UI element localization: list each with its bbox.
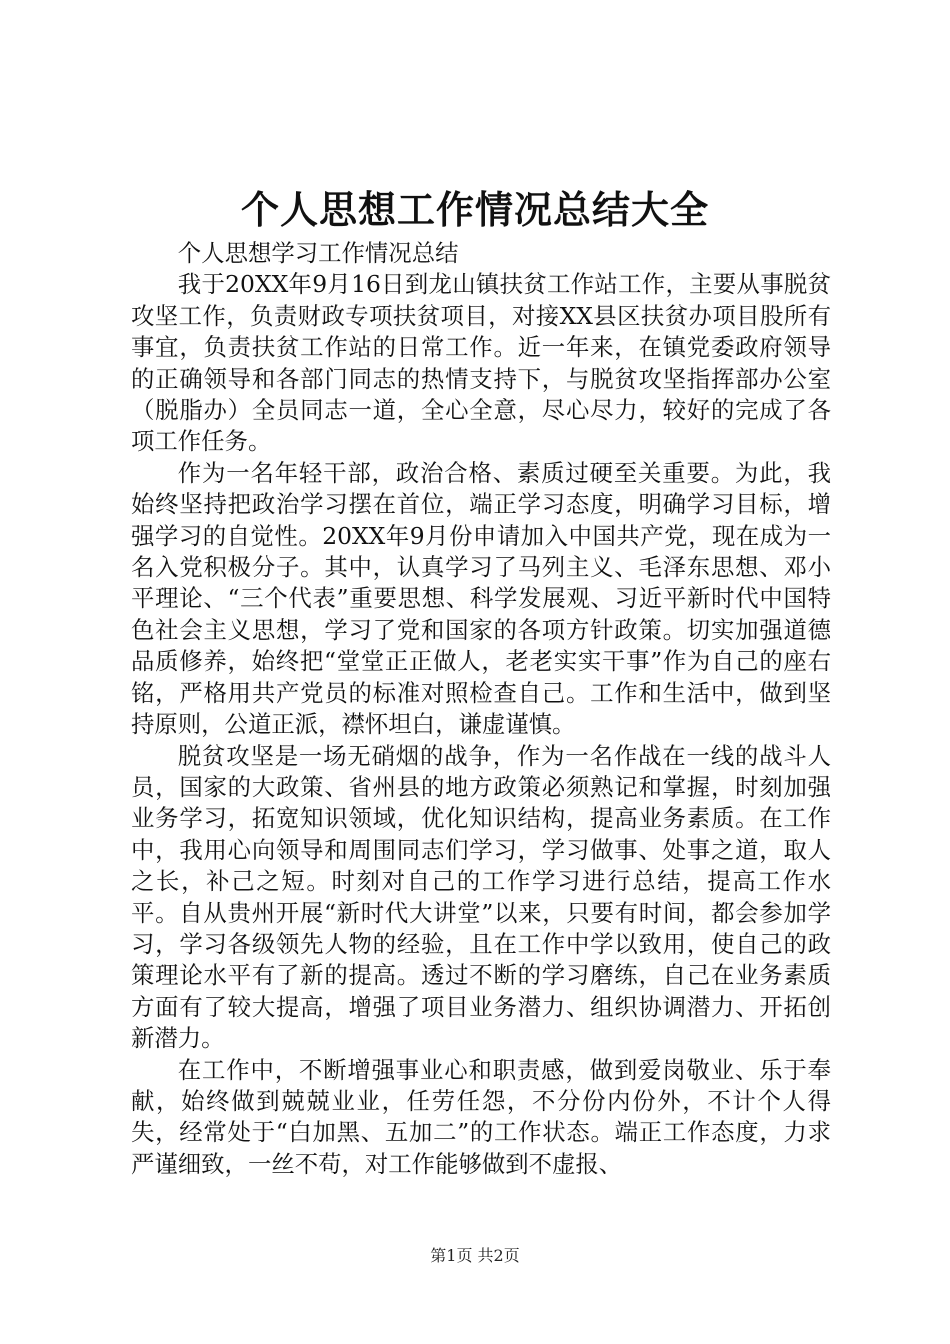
paragraph: 作为一名年轻干部，政治合格、素质过硬至关重要。为此，我始终坚持把政治学习摆在首位，端正学习态度，明确学习目标，增强学习的自觉性。20XX年9月份申请加入中国共产党，现在成为一名入党积极分子。其中，认真学习了马列主义、毛泽东思想、邓小平理论、“三个代表”重要思想、科学发展观、习近平新时代中国特色社会主义思想，学习了党和国家的各项方针政策。切实加强道德品质修养，始终把“堂堂正正做人，老老实实干事”作为自己的座右铭，严格用共产党员的标准对照检查自己。工作和生活中，做到坚持原则，公道正派，襟怀坦白，谦虚谨慎。 (131, 458, 831, 739)
document-title: 个人思想工作情况总结大全 (240, 187, 709, 232)
page-footer: 第1页 共2页 (430, 1246, 520, 1265)
paragraph: 脱贫攻坚是一场无硝烟的战争，作为一名作战在一线的战斗人员，国家的大政策、省州县的地方政策必须熟记和掌握，时刻加强业务学习，拓宽知识领域，优化知识结构，提高业务素质。在工作中，我用心向领导和周围同志们学习，学习做事、处事之道，取人之长，补己之短。时刻对自己的工作学习进行总结，提高工作水平。自从贵州开展“新时代大讲堂”以来，只要有时间，都会参加学习，学习各级领先人物的经验，且在工作中学以致用，使自己的政策理论水平有了新的提高。透过不断的学习磨练，自己在业务素质方面有了较大提高，增强了项目业务潜力、组织协调潜力、开拓创新潜力。 (131, 741, 831, 1053)
paragraph: 我于20XX年9月16日到龙山镇扶贫工作站工作，主要从事脱贫攻坚工作，负责财政专项扶贫项目，对接XX县区扶贫办项目股所有事宜，负责扶贫工作站的日常工作。近一年来，在镇党委政府领导的正确领导和各部门同志的热情支持下，与脱贫攻坚指挥部办公室（脱脂办）全员同志一道，全心全意，尽心尽力，较好的完成了各项工作任务。 (131, 270, 831, 456)
document-subtitle: 个人思想学习工作情况总结 (177, 239, 459, 267)
paragraph: 在工作中，不断增强事业心和职责感，做到爱岗敬业、乐于奉献，始终做到兢兢业业，任劳任怨，不分份内份外，不计个人得失，经常处于“白加黑、五加二”的工作状态。端正工作态度，力求严谨细致，一丝不苟，对工作能够做到不虚报、 (131, 1055, 831, 1178)
document-body (131, 238, 831, 1180)
